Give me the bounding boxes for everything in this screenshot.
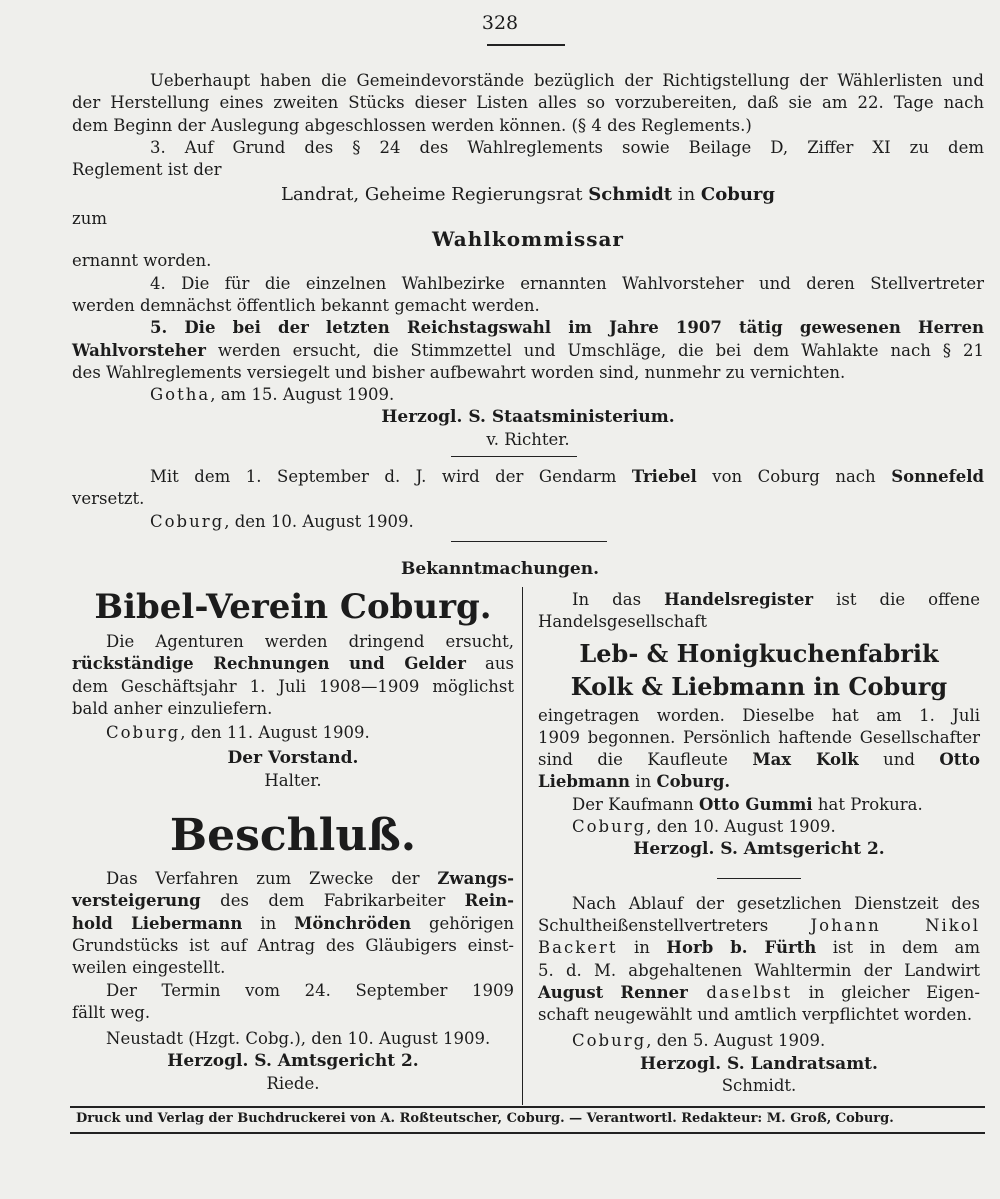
- register-line-5: sind die Kaufleute Max Kolk und Otto: [538, 750, 980, 770]
- vorstand-signature: Der Vorstand.: [227, 748, 359, 769]
- bibel-verein-title: Bibel-Verein Coburg.: [94, 587, 492, 627]
- right-column: [538, 589, 980, 1097]
- beschluss-line-6: Der Termin vom 24. September 1909: [106, 980, 514, 1000]
- beschluss-line-7: fällt weg.: [72, 1002, 151, 1022]
- schultheiss-line-6: schaft neugewählt und amtlich verpflichtet worden.: [538, 1005, 973, 1025]
- beschluss-court: Herzogl. S. Amtsgericht 2.: [167, 1051, 419, 1072]
- register-date: Coburg, den 10. August 1909.: [572, 817, 836, 837]
- gendarm-line-2: versetzt.: [72, 489, 145, 509]
- paragraph-1-line-1: Ueberhaupt haben die Gemeindevorstände bezüglich der Richtigstellung der Wählerlisten und: [150, 71, 984, 90]
- beschluss-date: Neustadt (Hzgt. Cobg.), den 10. August 1909.: [106, 1029, 491, 1049]
- bibel-line-2: rückständige Rechnungen und Gelder aus: [72, 654, 514, 674]
- wahl-notice: [72, 70, 984, 451]
- ernannt-line: ernannt worden.: [72, 251, 212, 271]
- paragraph-3-line-1: 3. Auf Grund des § 24 des Wahlreglements sowie Beilage D, Ziffer XI zu dem: [150, 137, 984, 157]
- schultheiss-line-2: Schultheißenstellvertreters Johann Nikol: [538, 915, 980, 935]
- paragraph-5-line-3: des Wahlreglements versiegelt und bisher aufbewahrt worden sind, nunmehr zu vernichten.: [72, 362, 846, 382]
- paragraph-4-line-1: 4. Die für die einzelnen Wahlbezirke ernannten Wahlvorsteher und deren Stellvertreter: [150, 273, 984, 293]
- schmidt-signature: Schmidt.: [721, 1076, 797, 1096]
- gendarm-line-1: Mit dem 1. September d. J. wird der Gendarm Triebel von Coburg nach Sonnefeld: [150, 467, 984, 486]
- bibel-line-3: dem Geschäftsjahr 1. Juli 1908—1909 möglichst: [72, 676, 514, 696]
- separator-rule: [717, 878, 801, 880]
- schultheiss-line-1: Nach Ablauf der gesetzlichen Dienstzeit des: [572, 893, 980, 913]
- footer-rule: [70, 1106, 985, 1108]
- register-line-6: Liebmann in Coburg.: [538, 772, 731, 792]
- staatsministerium: Herzogl. S. Staatsministerium.: [381, 407, 675, 428]
- register-line-4: 1909 begonnen. Persönlich haftende Gesellschafter: [538, 727, 980, 747]
- column-divider: [522, 587, 523, 1105]
- page-number-rule: [487, 44, 565, 46]
- firm-name-line-1: Leb- & Honigkuchenfabrik: [579, 638, 939, 668]
- landratsamt-signature: Herzogl. S. Landratsamt.: [640, 1053, 878, 1074]
- paragraph-1-line-3: dem Beginn der Auslegung abgeschlossen werden können. (§ 4 des Reglements.): [72, 115, 752, 135]
- paragraph-5-line-1: 5. Die bei der letzten Reichstagswahl im Jahre 1907 tätig gewesenen Herren: [150, 318, 984, 338]
- register-court: Herzogl. S. Amtsgericht 2.: [633, 839, 885, 860]
- paragraph-3-line-2: Reglement ist der: [72, 160, 222, 180]
- footer-rule: [70, 1132, 985, 1134]
- bekanntmachungen-heading: Bekanntmachungen.: [401, 559, 599, 579]
- page-number: 328: [481, 12, 519, 34]
- gendarm-date: Coburg, den 10. August 1909.: [150, 511, 414, 531]
- paragraph-1-line-2: der Herstellung eines zweiten Stücks dieser Listen alles so vorzubereiten, daß sie am 22. Tage nach: [72, 93, 984, 113]
- register-line-7: Der Kaufmann Otto Gummi hat Prokura.: [572, 794, 923, 814]
- landrat-line: Landrat, Geheime Regierungsrat Schmidt in Coburg: [281, 184, 775, 206]
- register-line-3: eingetragen worden. Dieselbe hat am 1. Juli: [538, 705, 980, 725]
- beschluss-signature: Riede.: [266, 1073, 320, 1093]
- register-line-1: In das Handelsregister ist die offene: [572, 590, 980, 609]
- signature-richter: v. Richter.: [486, 429, 570, 449]
- beschluss-line-3: hold Liebermann in Mönchröden gehörigen: [72, 913, 514, 933]
- beschluss-line-4: Grundstücks ist auf Antrag des Gläubigers einst-: [72, 935, 514, 955]
- paragraph-5-line-2: Wahlvorsteher werden ersucht, die Stimmzettel und Umschläge, die bei dem Wahlakte nach § 21: [72, 340, 984, 360]
- beschluss-line-2: versteigerung des dem Fabrikarbeiter Rein-: [72, 891, 514, 911]
- gendarm-notice: [72, 466, 984, 533]
- wahlkommissar-heading: Wahlkommissar: [432, 227, 624, 252]
- halter-signature: Halter.: [264, 770, 322, 790]
- beschluss-line-1: Das Verfahren zum Zwecke der Zwangs-: [106, 869, 514, 889]
- left-column: [72, 583, 514, 1095]
- imprint-footer: Druck und Verlag der Buchdruckerei von A. Roßteutscher, Coburg. — Verantwortl. Redakteur: M. Groß, Coburg.: [76, 1111, 894, 1126]
- firm-name-line-2: Kolk & Liebmann in Coburg: [570, 671, 948, 701]
- schultheiss-line-3: Backert in Horb b. Fürth ist in dem am: [538, 938, 980, 958]
- bibel-date: Coburg, den 11. August 1909.: [106, 723, 370, 743]
- schultheiss-line-4: 5. d. M. abgehaltenen Wahltermin der Landwirt: [538, 960, 980, 980]
- register-line-2: Handelsgesellschaft: [538, 612, 707, 632]
- paragraph-4-line-2: werden demnächst öffentlich bekannt gemacht werden.: [72, 295, 540, 315]
- bibel-line-1: Die Agenturen werden dringend ersucht,: [106, 632, 514, 651]
- beschluss-title: Beschluß.: [169, 810, 417, 862]
- schultheiss-date: Coburg, den 5. August 1909.: [572, 1031, 826, 1051]
- beschluss-line-5: weilen eingestellt.: [72, 958, 226, 978]
- bibel-line-4: bald anher einzuliefern.: [72, 698, 273, 718]
- schultheiss-line-5: August Renner daselbst in gleicher Eigen-: [538, 982, 980, 1002]
- zum-line: zum: [72, 208, 107, 228]
- gotha-date: Gotha, am 15. August 1909.: [150, 385, 395, 405]
- separator-rule: [451, 541, 607, 542]
- separator-rule: [451, 456, 577, 457]
